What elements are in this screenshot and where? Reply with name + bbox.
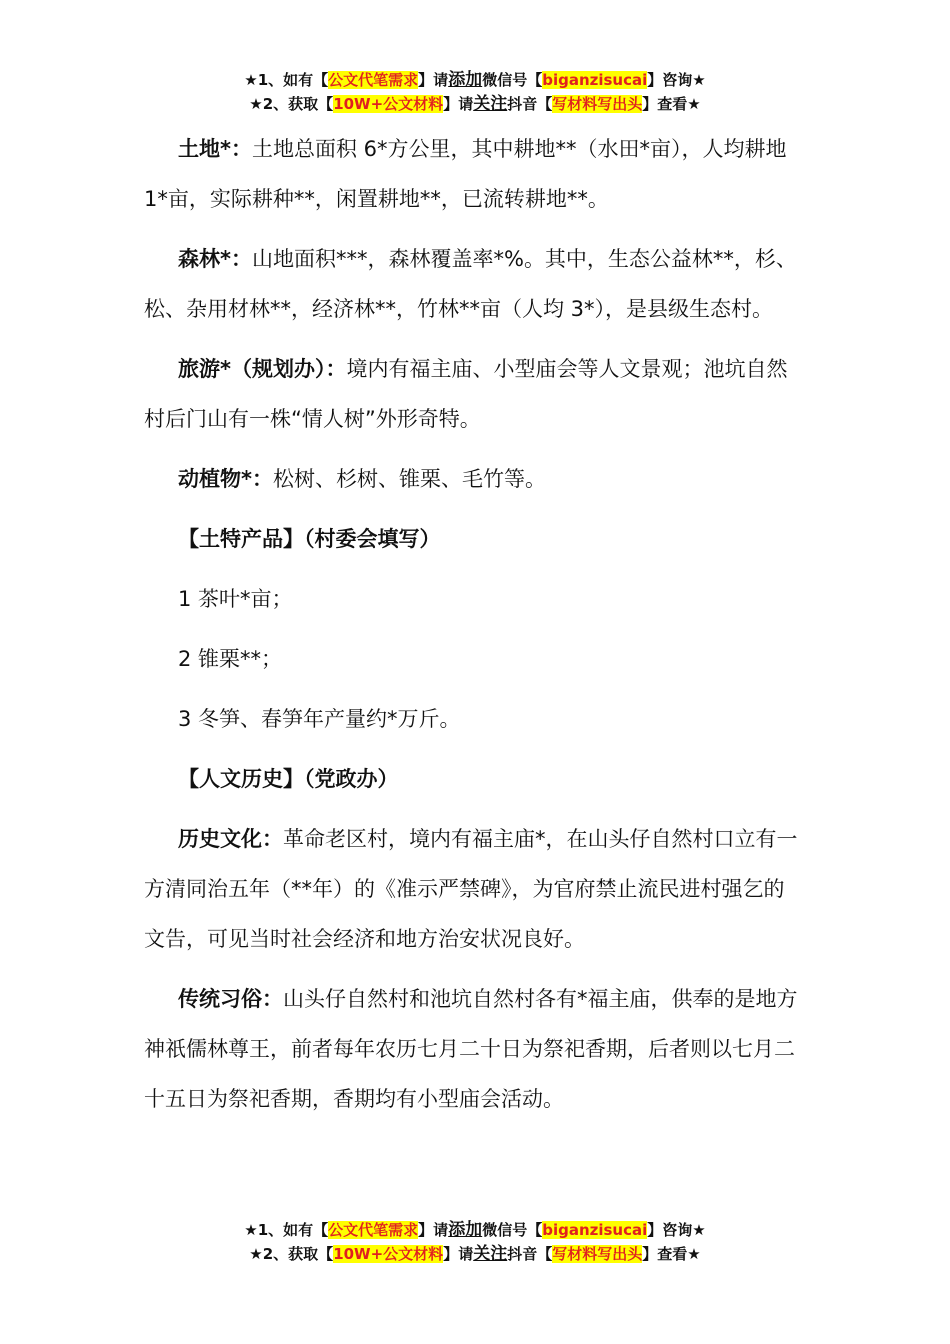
banner-text: 微信号【 bbox=[482, 71, 543, 89]
banner-text: 】请 bbox=[418, 71, 449, 89]
banner-text: 】咨询★ bbox=[647, 71, 706, 89]
banner-text: ★1、如有【 bbox=[244, 71, 329, 89]
banner-underline: 关注 bbox=[473, 94, 508, 114]
banner-text: 】查看★ bbox=[642, 1245, 701, 1263]
banner-text: ★2、获取【 bbox=[249, 95, 334, 113]
banner-text: ★1、如有【 bbox=[244, 1221, 329, 1239]
paragraph-customs bbox=[144, 974, 804, 1124]
banner-underline: 添加 bbox=[448, 70, 483, 90]
banner-highlight: 10W+公文材料 bbox=[333, 1245, 444, 1263]
banner-text: 抖音【 bbox=[507, 1245, 553, 1263]
header-banner bbox=[0, 68, 950, 116]
banner-text: 】咨询★ bbox=[647, 1221, 706, 1239]
paragraph-label: 森林*： bbox=[178, 247, 252, 271]
section-heading-history: 【人文历史】（党政办） bbox=[178, 767, 399, 791]
document-body bbox=[144, 124, 804, 1134]
paragraph-text: 松树、杉树、锥栗、毛竹等。 bbox=[272, 467, 546, 491]
paragraph-text: 山头仔自然村和池坑自然村各有*福主庙，供奉的是地方神祇儒林尊王，前者每年农历七月二十日为祭祀香期，后者则以七月二十五日为祭祀香期，香期均有小型庙会活动。 bbox=[144, 987, 798, 1111]
list-item: 3 冬笋、春笋年产量约*万斤。 bbox=[178, 707, 461, 731]
footer-banner bbox=[0, 1218, 950, 1266]
banner-text: 】查看★ bbox=[642, 95, 701, 113]
paragraph-forest bbox=[144, 234, 804, 334]
banner-line-2 bbox=[0, 1242, 950, 1266]
banner-underline: 添加 bbox=[448, 1220, 483, 1240]
banner-text: 微信号【 bbox=[482, 1221, 543, 1239]
banner-text: ★2、获取【 bbox=[249, 1245, 334, 1263]
banner-line-1 bbox=[0, 68, 950, 92]
banner-highlight: 写材料写出头 bbox=[552, 95, 643, 113]
banner-line-1 bbox=[0, 1218, 950, 1242]
banner-text: 】请 bbox=[443, 95, 474, 113]
banner-highlight: biganzisucai bbox=[542, 1221, 648, 1239]
paragraph-text: 革命老区村，境内有福主庙*，在山头仔自然村口立有一方清同治五年（**年）的《准示严禁碑》，为官府禁止流民进村强乞的文告，可见当时社会经济和地方治安状况良好。 bbox=[144, 827, 798, 951]
list-item: 2 锥栗**； bbox=[178, 647, 283, 671]
banner-text: 】请 bbox=[418, 1221, 449, 1239]
banner-highlight: biganzisucai bbox=[542, 71, 648, 89]
paragraph-label: 历史文化： bbox=[178, 827, 283, 851]
banner-text: 抖音【 bbox=[507, 95, 553, 113]
list-item: 1 茶叶*亩； bbox=[178, 587, 293, 611]
paragraph-text: 土地总面积 6*方公里，其中耕地**（水田*亩），人均耕地 1*亩，实际耕种**，闲置耕地**，已流转耕地**。 bbox=[144, 137, 787, 211]
paragraph-label: 土地*： bbox=[178, 137, 252, 161]
section-heading-products: 【土特产品】（村委会填写） bbox=[178, 527, 441, 551]
banner-text: 】请 bbox=[443, 1245, 474, 1263]
paragraph-tourism bbox=[144, 344, 804, 444]
paragraph-text: 山地面积***，森林覆盖率*%。其中，生态公益林**，杉、松、杂用材林**，经济林**，竹林**亩（人均 3*），是县级生态村。 bbox=[144, 247, 797, 321]
banner-highlight: 公文代笔需求 bbox=[328, 71, 419, 89]
paragraph-label: 动植物*： bbox=[178, 467, 273, 491]
paragraph-land bbox=[144, 124, 804, 224]
paragraph-label: 旅游*（规划办）： bbox=[178, 357, 347, 381]
paragraph-history bbox=[144, 814, 804, 964]
banner-underline: 关注 bbox=[473, 1244, 508, 1264]
paragraph-text: 境内有福主庙、小型庙会等人文景观；池坑自然村后门山有一株“情人树”外形奇特。 bbox=[144, 357, 788, 431]
banner-highlight: 10W+公文材料 bbox=[333, 95, 444, 113]
paragraph-label: 传统习俗： bbox=[178, 987, 283, 1011]
banner-highlight: 公文代笔需求 bbox=[328, 1221, 419, 1239]
paragraph-flora bbox=[144, 454, 804, 504]
banner-highlight: 写材料写出头 bbox=[552, 1245, 643, 1263]
banner-line-2 bbox=[0, 92, 950, 116]
